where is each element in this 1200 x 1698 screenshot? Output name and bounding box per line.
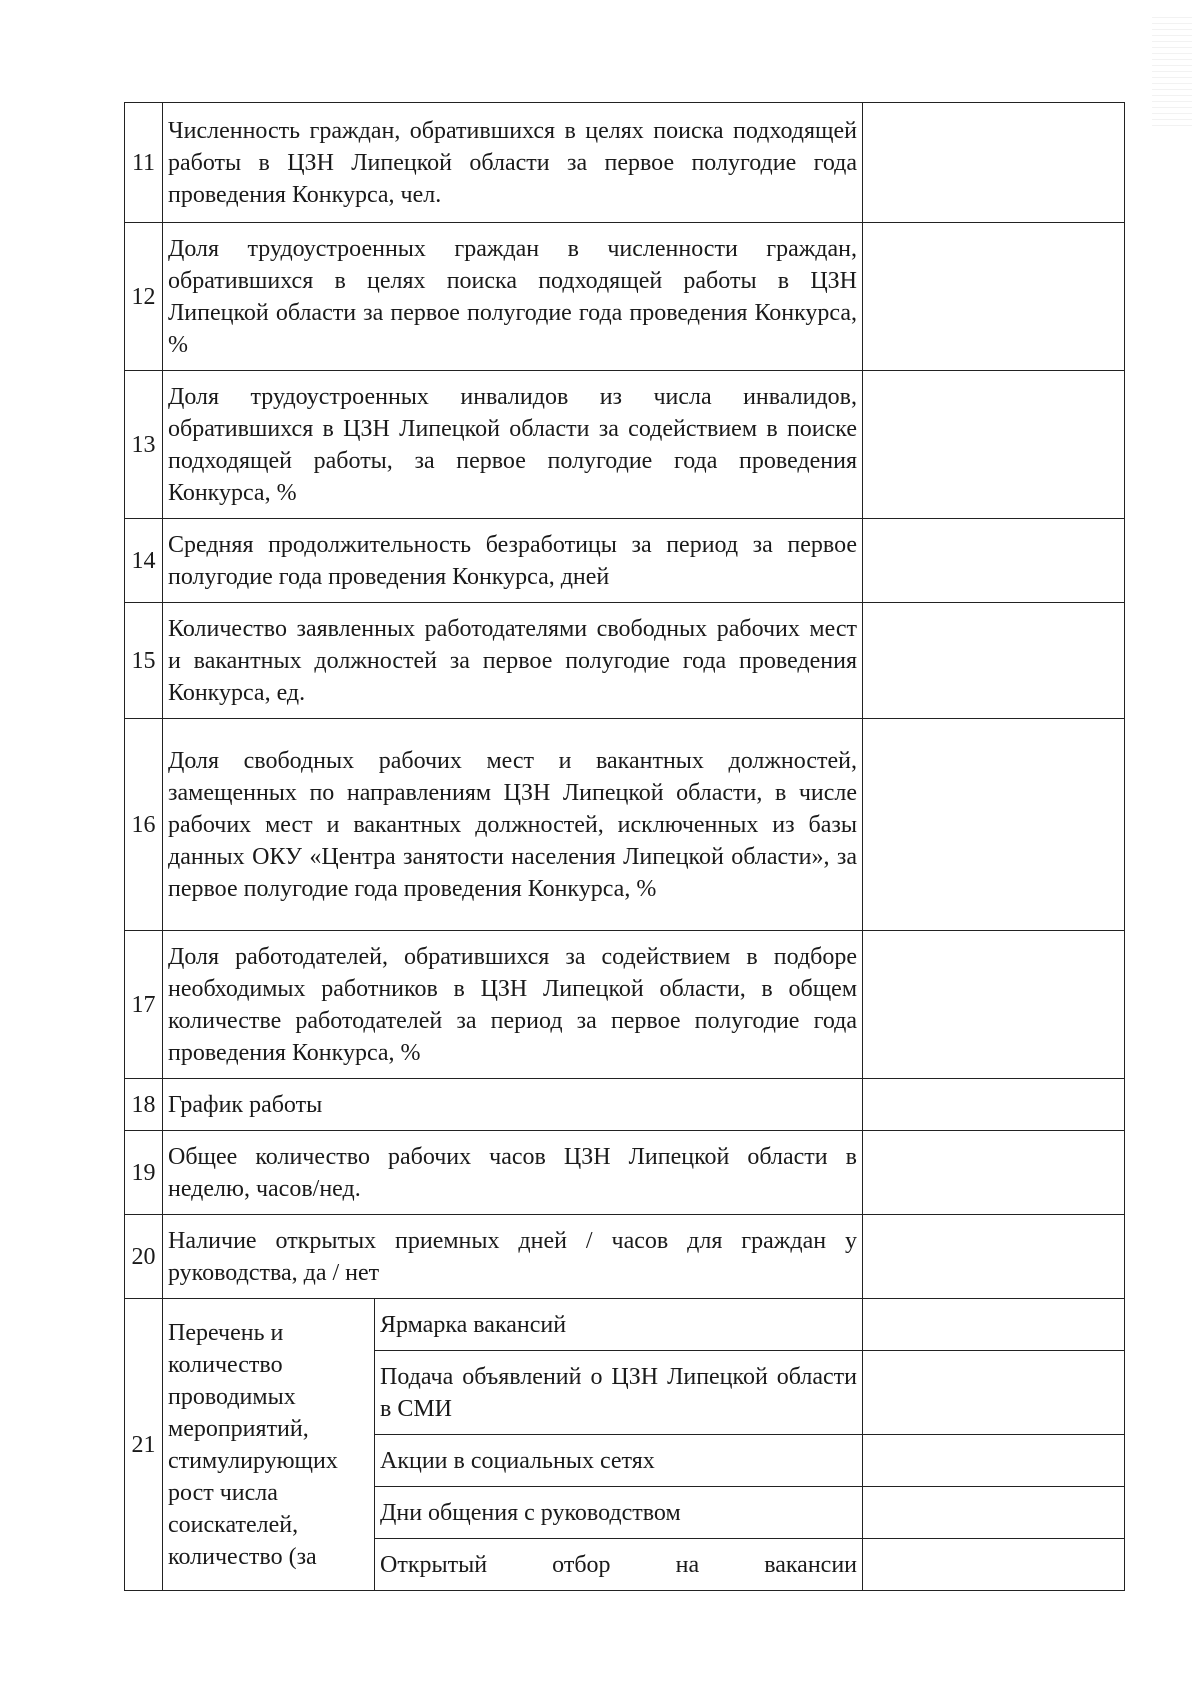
row-description: Доля свободных рабочих мест и вакантных должностей, замещенных по направлениям ЦЗН Липецкой области, в числе рабочих мест и вакантных должностей, исключенных из базы данных ОКУ «Центра занятости населения Липецкой области», за первое полугодие года проведения Конкурса, % xyxy=(163,719,863,931)
row-number: 12 xyxy=(125,223,163,371)
row-number: 15 xyxy=(125,603,163,719)
row-description: Доля работодателей, обратившихся за содействием в подборе необходимых работников в ЦЗН Липецкой области, в общем количестве работодателей за период за первое полугодие года проведения Конкурса, % xyxy=(163,931,863,1079)
row-description: Количество заявленных работодателями свободных рабочих мест и вакантных должностей за первое полугодие года проведения Конкурса, ед. xyxy=(163,603,863,719)
row-number: 14 xyxy=(125,519,163,603)
table-row xyxy=(125,103,1125,223)
value-cell[interactable] xyxy=(863,1131,1125,1215)
value-cell[interactable] xyxy=(863,103,1125,223)
row-description: Численность граждан, обратившихся в целях поиска подходящей работы в ЦЗН Липецкой области за первое полугодие года проведения Конкурса, чел. xyxy=(163,103,863,223)
page-edge-noise xyxy=(1152,16,1192,126)
sub-item: Акции в социальных сетях xyxy=(375,1435,863,1487)
row-number: 20 xyxy=(125,1215,163,1299)
value-cell[interactable] xyxy=(863,519,1125,603)
table-row xyxy=(125,1131,1125,1215)
row-number: 16 xyxy=(125,719,163,931)
value-cell[interactable] xyxy=(863,1435,1125,1487)
value-cell[interactable] xyxy=(863,1215,1125,1299)
row-description: График работы xyxy=(163,1079,863,1131)
row-number: 11 xyxy=(125,103,163,223)
row-description: Средняя продолжительность безработицы за период за первое полугодие года проведения Конкурса, дней xyxy=(163,519,863,603)
row-number: 17 xyxy=(125,931,163,1079)
value-cell[interactable] xyxy=(863,719,1125,931)
table-row xyxy=(125,603,1125,719)
table-row xyxy=(125,1299,1125,1351)
sub-item: Подача объявлений о ЦЗН Липецкой области в СМИ xyxy=(375,1351,863,1435)
sub-item: Дни общения с руководством xyxy=(375,1487,863,1539)
indicators-table xyxy=(124,102,1125,1591)
value-cell[interactable] xyxy=(863,1299,1125,1351)
table-row xyxy=(125,1215,1125,1299)
row-number: 21 xyxy=(125,1299,163,1591)
row-group-description: Перечень и количество проводимых мероприятий, стимулирующих рост числа соискателей, количество (за xyxy=(163,1299,375,1591)
value-cell[interactable] xyxy=(863,1351,1125,1435)
value-cell[interactable] xyxy=(863,223,1125,371)
value-cell[interactable] xyxy=(863,1487,1125,1539)
row-number: 19 xyxy=(125,1131,163,1215)
value-cell[interactable] xyxy=(863,371,1125,519)
table-row xyxy=(125,931,1125,1079)
row-description: Наличие открытых приемных дней / часов для граждан у руководства, да / нет xyxy=(163,1215,863,1299)
row-description: Доля трудоустроенных граждан в численности граждан, обратившихся в целях поиска подходящей работы в ЦЗН Липецкой области за первое полугодие года проведения Конкурса, % xyxy=(163,223,863,371)
table-row xyxy=(125,223,1125,371)
table-row xyxy=(125,1079,1125,1131)
value-cell[interactable] xyxy=(863,931,1125,1079)
table-row xyxy=(125,519,1125,603)
row-description: Доля трудоустроенных инвалидов из числа инвалидов, обратившихся в ЦЗН Липецкой области за содействием в поиске подходящей работы, за первое полугодие года проведения Конкурса, % xyxy=(163,371,863,519)
table-row xyxy=(125,719,1125,931)
table-row xyxy=(125,371,1125,519)
row-number: 18 xyxy=(125,1079,163,1131)
value-cell[interactable] xyxy=(863,1079,1125,1131)
row-number: 13 xyxy=(125,371,163,519)
value-cell[interactable] xyxy=(863,1539,1125,1591)
sub-item: Ярмарка вакансий xyxy=(375,1299,863,1351)
row-description: Общее количество рабочих часов ЦЗН Липецкой области в неделю, часов/нед. xyxy=(163,1131,863,1215)
value-cell[interactable] xyxy=(863,603,1125,719)
sub-item: Открытый отбор на вакансии xyxy=(375,1539,863,1591)
